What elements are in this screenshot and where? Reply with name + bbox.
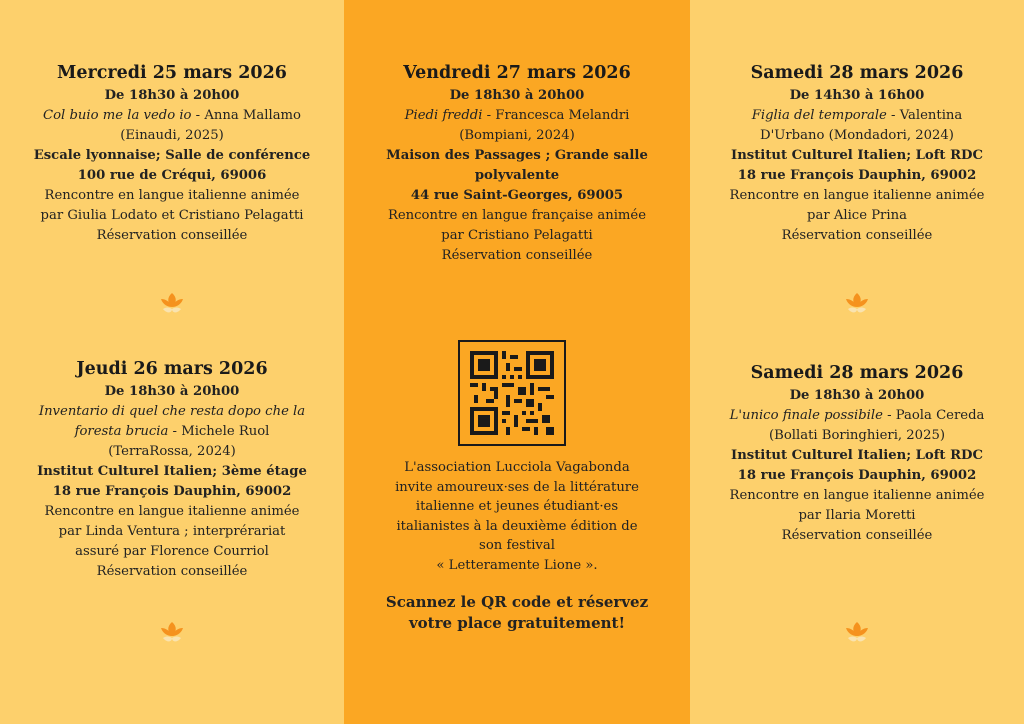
flower-icon xyxy=(159,291,185,317)
event-place: polyvalente xyxy=(474,168,560,183)
intro-line: son festival xyxy=(479,538,555,553)
event-desc: assuré par Florence Courriol xyxy=(75,544,269,559)
book-publisher: (Einaudi, 2025) xyxy=(120,128,224,143)
event-place: Institut Culturel Italien; Loft RDC xyxy=(731,448,983,463)
event-place: Escale lyonnaise; Salle de conférence xyxy=(33,148,311,163)
event-book xyxy=(690,406,1024,426)
event-thu-26 xyxy=(0,358,344,582)
event-book xyxy=(690,106,1024,126)
event-address: 44 rue Saint-Georges, 69005 xyxy=(410,188,624,203)
event-book xyxy=(0,422,344,442)
event-date: Samedi 28 mars 2026 xyxy=(750,63,964,83)
book-author: - Valentina xyxy=(886,108,963,123)
event-date: Jeudi 26 mars 2026 xyxy=(76,359,268,379)
qr-code[interactable] xyxy=(458,340,566,446)
book-author: - Paola Cereda xyxy=(882,408,985,423)
event-desc: par Ilaria Moretti xyxy=(798,508,916,523)
event-fri-27 xyxy=(344,62,690,266)
book-title: L'unico finale possibile xyxy=(729,408,883,423)
event-book xyxy=(0,106,344,126)
event-desc: Rencontre en langue française animée xyxy=(387,208,647,223)
book-author: - Anna Mallamo xyxy=(191,108,301,123)
event-time: De 18h30 à 20h00 xyxy=(789,388,925,403)
event-reservation: Réservation conseillée xyxy=(781,228,933,243)
event-reservation: Réservation conseillée xyxy=(96,228,248,243)
event-time: De 18h30 à 20h00 xyxy=(449,88,585,103)
event-address: 18 rue François Dauphin, 69002 xyxy=(737,168,977,183)
qr-code-pattern xyxy=(470,350,554,436)
event-time: De 18h30 à 20h00 xyxy=(104,88,240,103)
intro-line: « Letteramente Lione ». xyxy=(436,557,598,573)
event-place: Institut Culturel Italien; Loft RDC xyxy=(731,148,983,163)
event-sat-28-evening xyxy=(690,362,1024,546)
event-place: Institut Culturel Italien; 3ème étage xyxy=(37,464,307,479)
flower-icon xyxy=(844,620,870,646)
intro-line: italienne et jeunes étudiant·es xyxy=(415,499,619,514)
event-address: 18 rue François Dauphin, 69002 xyxy=(52,484,292,499)
book-publisher: (Bompiani, 2024) xyxy=(459,128,575,143)
cta-line: Scannez le QR code et réservez xyxy=(385,593,649,611)
event-reservation: Réservation conseillée xyxy=(96,564,248,579)
cta-line: votre place gratuitement! xyxy=(408,614,626,632)
book-author: - Michele Ruol xyxy=(168,424,270,439)
event-desc: Rencontre en langue italienne animée xyxy=(44,504,300,519)
event-book xyxy=(0,402,344,422)
intro-text xyxy=(360,458,674,575)
event-desc: par Cristiano Pelagatti xyxy=(441,228,593,243)
event-reservation: Réservation conseillée xyxy=(441,248,593,263)
event-address: 100 rue de Créqui, 69006 xyxy=(77,168,267,183)
event-date: Mercredi 25 mars 2026 xyxy=(57,63,287,83)
event-desc: par Alice Prina xyxy=(807,208,907,223)
intro-line: invite amoureux·ses de la littérature xyxy=(395,479,639,495)
book-title: Inventario di quel che resta dopo che la xyxy=(38,404,306,419)
event-place: Maison des Passages ; Grande salle xyxy=(386,148,648,163)
event-book xyxy=(344,106,690,126)
event-reservation: Réservation conseillée xyxy=(781,528,933,543)
event-desc: Rencontre en langue italienne animée xyxy=(729,188,985,203)
flower-icon xyxy=(159,620,185,646)
flower-icon xyxy=(844,291,870,317)
event-time: De 14h30 à 16h00 xyxy=(789,88,925,103)
book-title: foresta brucia xyxy=(74,424,169,439)
book-publisher: (Bollati Boringhieri, 2025) xyxy=(769,428,945,443)
book-publisher: (TerraRossa, 2024) xyxy=(108,444,236,459)
event-sat-28-afternoon xyxy=(690,62,1024,246)
center-panel xyxy=(344,0,690,724)
event-wed-25 xyxy=(0,62,344,246)
left-panel xyxy=(0,0,344,724)
event-desc: Rencontre en langue italienne animée xyxy=(729,488,985,503)
event-date: Vendredi 27 mars 2026 xyxy=(403,63,631,83)
book-title: Piedi freddi xyxy=(404,108,483,123)
event-desc: par Linda Ventura ; interprérariat xyxy=(58,524,286,539)
book-title: Col buio me la vedo io xyxy=(43,108,192,123)
event-desc: Rencontre en langue italienne animée xyxy=(44,188,300,203)
right-panel xyxy=(690,0,1024,724)
event-time: De 18h30 à 20h00 xyxy=(104,384,240,399)
event-date: Samedi 28 mars 2026 xyxy=(750,363,964,383)
book-title: Figlia del temporale xyxy=(751,108,887,123)
book-author: D'Urbano (Mondadori, 2024) xyxy=(760,128,954,143)
cta-text xyxy=(360,592,674,634)
event-address: 18 rue François Dauphin, 69002 xyxy=(737,468,977,483)
event-desc: par Giulia Lodato et Cristiano Pelagatti xyxy=(40,208,304,223)
intro-line: L'association Lucciola Vagabonda xyxy=(404,460,630,475)
book-author: - Francesca Melandri xyxy=(482,108,630,123)
intro-line: italianistes à la deuxième édition de xyxy=(396,518,638,534)
